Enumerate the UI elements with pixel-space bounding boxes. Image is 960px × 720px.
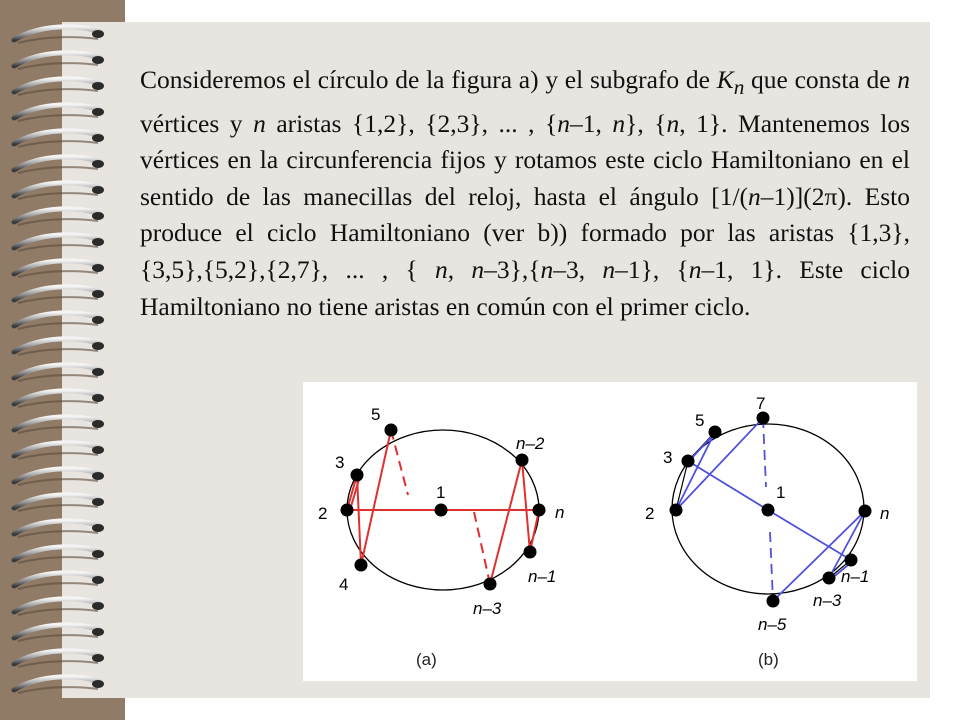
binding-ring-shadow bbox=[18, 349, 98, 355]
binding-ring-shadow bbox=[18, 583, 98, 589]
binding-ring-shadow bbox=[18, 167, 98, 173]
edge-b-n5-dash bbox=[770, 532, 773, 601]
binding-hole bbox=[92, 160, 104, 168]
graph-figure bbox=[303, 382, 917, 681]
binding-hole bbox=[92, 108, 104, 116]
spiral-binding bbox=[0, 0, 125, 720]
binding-ring-shadow bbox=[18, 479, 98, 485]
binding-hole bbox=[92, 56, 104, 64]
label-a-1: 1 bbox=[436, 483, 446, 502]
binding-hole bbox=[92, 30, 104, 38]
binding-hole bbox=[92, 238, 104, 246]
label-a-4: 4 bbox=[339, 575, 349, 594]
body-paragraph: Consideremos el círculo de la figura a) y el subgrafo de $K_n$ que consta de n vértices y n aristas {1,2}, {2,3}, ... , {n–1, n}, {n, 1}. Mantenemos los vértices en la circunferencia fijos y rotamos este ciclo Hamiltoniano en el sentido de las manecillas del reloj, hasta el ángulo [1/(n–1)](2π). Esto produce el ciclo Hamiltoniano (ver b)) formado por las aristas {1,3}, {3,5},{5,2},{2,7}, ... , { n, n–3},{n–3, n–1}, {n–1, 1}. Este ciclo Hamiltoniano no tiene aristas en común con el primer ciclo. bbox=[140, 65, 911, 321]
vertex-b-n5 bbox=[767, 595, 780, 608]
binding-hole bbox=[92, 264, 104, 272]
vertex-b-n1 bbox=[845, 554, 858, 567]
binding-ring-shadow bbox=[18, 245, 98, 251]
label-b-n: n bbox=[880, 504, 890, 523]
binding-hole bbox=[92, 420, 104, 428]
binding-ring-shadow bbox=[18, 401, 98, 407]
binding-hole bbox=[92, 550, 104, 558]
binding-hole bbox=[92, 680, 104, 688]
label-a-n3: n–3 bbox=[473, 599, 502, 618]
binding-hole bbox=[92, 212, 104, 220]
vertex-a-n bbox=[533, 504, 546, 517]
binding-hole bbox=[92, 524, 104, 532]
binding-ring-shadow bbox=[18, 141, 98, 147]
binding-hole bbox=[92, 654, 104, 662]
label-a-2: 2 bbox=[318, 504, 328, 523]
binding-ring-shadow bbox=[18, 557, 98, 563]
label-b-2: 2 bbox=[645, 504, 655, 523]
vertex-b-2 bbox=[670, 504, 683, 517]
binding-hole bbox=[92, 446, 104, 454]
binding-ring-shadow bbox=[18, 63, 98, 69]
binding-ring-shadow bbox=[18, 531, 98, 537]
binding-ring-shadow bbox=[18, 37, 98, 43]
binding-hole bbox=[92, 186, 104, 194]
vertex-b-7 bbox=[757, 412, 770, 425]
binding-hole bbox=[92, 316, 104, 324]
binding-ring-shadow bbox=[18, 89, 98, 95]
vertex-a-n3 bbox=[484, 578, 497, 591]
binding-hole bbox=[92, 628, 104, 636]
edge-b-n1-1 bbox=[768, 510, 851, 560]
panel-a-graph bbox=[318, 405, 564, 669]
label-a-n: n bbox=[555, 503, 565, 522]
binding-ring-shadow bbox=[18, 687, 98, 693]
label-b-n3: n–3 bbox=[813, 591, 842, 610]
vertex-a-3 bbox=[351, 469, 364, 482]
panel-b-graph bbox=[645, 394, 889, 669]
label-a-3: 3 bbox=[335, 453, 345, 472]
binding-hole bbox=[92, 82, 104, 90]
binding-ring-shadow bbox=[18, 635, 98, 641]
binding-ring-shadow bbox=[18, 193, 98, 199]
label-b-7: 7 bbox=[756, 394, 766, 413]
vertex-b-5 bbox=[709, 426, 722, 439]
binding-hole bbox=[92, 576, 104, 584]
label-b-3: 3 bbox=[663, 448, 673, 467]
vertex-a-n1 bbox=[524, 546, 537, 559]
vertex-b-3 bbox=[682, 455, 695, 468]
vertex-a-4 bbox=[355, 559, 368, 572]
binding-ring-shadow bbox=[18, 609, 98, 615]
vertex-b-n bbox=[859, 505, 872, 518]
binding-ring-shadow bbox=[18, 661, 98, 667]
binding-ring-shadow bbox=[18, 115, 98, 121]
label-a-n1: n–1 bbox=[528, 567, 557, 586]
vertex-b-n3 bbox=[823, 572, 836, 585]
binding-ring-shadow bbox=[18, 219, 98, 225]
binding-hole bbox=[92, 290, 104, 298]
binding-ring-shadow bbox=[18, 271, 98, 277]
binding-ring-shadow bbox=[18, 453, 98, 459]
vertex-a-1 bbox=[435, 504, 448, 517]
label-b-1: 1 bbox=[776, 483, 786, 502]
binding-hole bbox=[92, 394, 104, 402]
binding-hole bbox=[92, 368, 104, 376]
edge-a-4-5 bbox=[361, 430, 391, 565]
edge-a-3-4 bbox=[357, 475, 361, 565]
edge-b-7-dash bbox=[763, 418, 766, 487]
edge-a-n3-n2 bbox=[490, 460, 522, 584]
vertex-a-n2 bbox=[516, 454, 529, 467]
binding-hole bbox=[92, 602, 104, 610]
binding-hole bbox=[92, 134, 104, 142]
label-b-n5: n–5 bbox=[758, 615, 787, 634]
label-a-n2: n–2 bbox=[516, 434, 545, 453]
binding-ring-shadow bbox=[18, 427, 98, 433]
vertex-b-1 bbox=[762, 504, 775, 517]
binding-ring-shadow bbox=[18, 323, 98, 329]
binding-ring-shadow bbox=[18, 505, 98, 511]
caption-b: (b) bbox=[758, 650, 779, 669]
label-b-5: 5 bbox=[695, 411, 705, 430]
binding-ring-shadow bbox=[18, 375, 98, 381]
label-b-n1: n–1 bbox=[841, 567, 870, 586]
vertex-a-5 bbox=[385, 424, 398, 437]
vertex-a-2 bbox=[341, 504, 354, 517]
edge-a-5-dash bbox=[391, 430, 408, 495]
binding-ring-shadow bbox=[18, 297, 98, 303]
label-a-5: 5 bbox=[371, 405, 381, 424]
caption-a: (a) bbox=[416, 650, 437, 669]
edge-a-n3-dash bbox=[474, 512, 490, 584]
binding-hole bbox=[92, 498, 104, 506]
binding-hole bbox=[92, 342, 104, 350]
binding-hole bbox=[92, 472, 104, 480]
